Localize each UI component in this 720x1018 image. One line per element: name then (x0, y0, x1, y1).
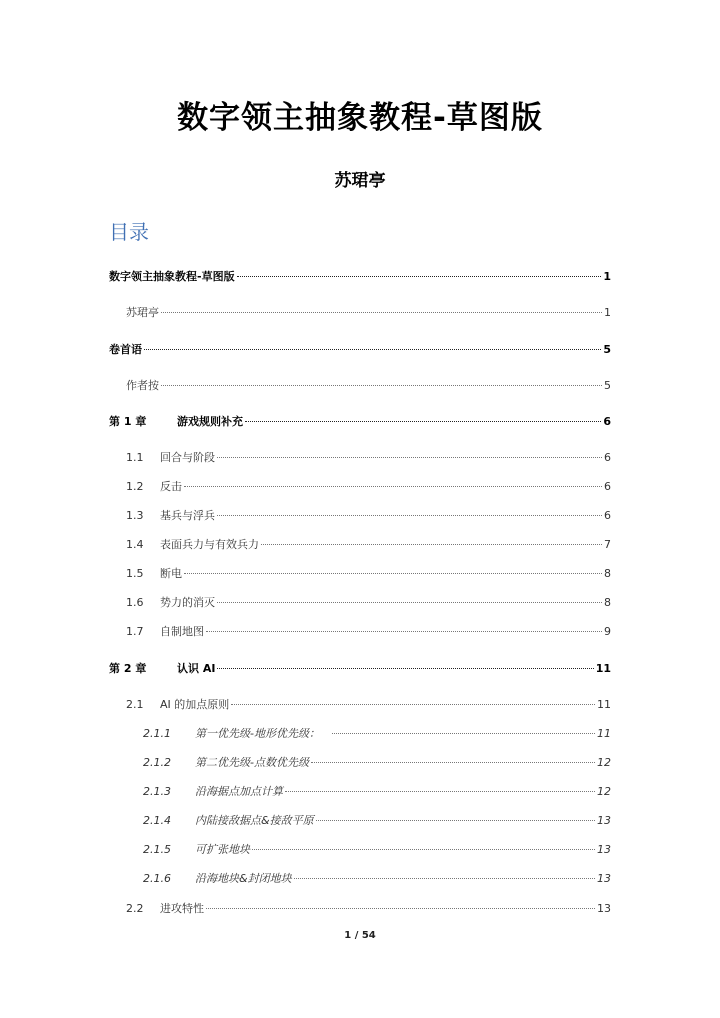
toc-entry-label: 沿海地块&封闭地块 (195, 872, 292, 885)
toc-entry[interactable] (143, 841, 611, 857)
toc-leader-dots (252, 849, 595, 850)
toc-entry-page: 13 (597, 843, 611, 856)
toc-entry[interactable] (126, 900, 611, 916)
toc-entry[interactable] (143, 870, 611, 886)
toc-leader-dots (184, 486, 602, 487)
toc-entry[interactable] (126, 507, 611, 523)
total-pages: 54 (361, 930, 376, 941)
current-page: 1 (344, 930, 352, 941)
toc-entry-page: 5 (603, 343, 611, 356)
toc-leader-dots (311, 762, 595, 763)
author-name: 苏珺亭 (334, 171, 386, 191)
toc-entry-page: 6 (604, 480, 611, 493)
toc-leader-dots (161, 312, 602, 313)
toc-entry-label: AI 的加点原则 (160, 698, 230, 711)
toc-entry-label: 第一优先级-地形优先级： (195, 727, 320, 740)
toc-entry-page: 12 (597, 785, 611, 798)
toc-entry-page: 5 (604, 379, 611, 392)
toc-entry-label: 势力的消灭 (160, 596, 215, 609)
toc-leader-dots (206, 908, 595, 909)
toc-entry-page: 6 (603, 415, 611, 428)
toc-entry[interactable] (126, 565, 611, 581)
toc-entry-number: 2.1.6 (143, 872, 171, 885)
toc-entry-label: 第二优先级-点数优先级 (195, 756, 309, 769)
toc-entry-label: 游戏规则补充 (177, 415, 243, 428)
toc-entry[interactable] (126, 304, 611, 320)
toc-entry-label: 内陆接敌据点&接敌平原 (195, 814, 314, 827)
toc-entry-page: 13 (597, 814, 611, 827)
toc-entry[interactable] (126, 478, 611, 494)
toc-entry[interactable] (143, 783, 611, 799)
toc-entry-label: 自制地图 (160, 625, 204, 638)
page-number-footer (0, 930, 720, 941)
toc-leader-dots (294, 878, 595, 879)
toc-entry[interactable] (126, 449, 611, 465)
toc-entry-label: 认识 AI (177, 662, 216, 675)
toc-entry-page: 1 (604, 306, 611, 319)
toc-entry[interactable] (143, 725, 611, 741)
toc-entry-number: 1.4 (126, 538, 144, 551)
toc-entry-number: 1.6 (126, 596, 144, 609)
toc-entry-page: 8 (604, 596, 611, 609)
toc-entry-number: 1.2 (126, 480, 144, 493)
toc-leader-dots (217, 602, 602, 603)
toc-leader-dots (231, 704, 595, 705)
toc-entry[interactable] (143, 812, 611, 828)
toc-entry-page: 11 (597, 698, 611, 711)
toc-entry[interactable] (109, 660, 611, 676)
toc-entry-page: 6 (604, 451, 611, 464)
toc-entry-number: 1.1 (126, 451, 144, 464)
toc-entry-label: 数字领主抽象教程-草图版 (109, 270, 235, 283)
toc-entry[interactable] (126, 623, 611, 639)
toc-leader-dots (285, 791, 595, 792)
toc-leader-dots (161, 385, 602, 386)
toc-entry-page: 12 (597, 756, 611, 769)
toc-leader-dots (332, 733, 595, 734)
toc-entry-label: 沿海据点加点计算 (195, 785, 283, 798)
toc-entry-page: 8 (604, 567, 611, 580)
toc-entry-number: 第 1 章 (109, 415, 147, 428)
toc-entry-label: 回合与阶段 (160, 451, 215, 464)
toc-entry-label: 表面兵力与有效兵力 (160, 538, 259, 551)
toc-entry[interactable] (126, 696, 611, 712)
toc-leader-dots (184, 573, 602, 574)
toc-leader-dots (237, 276, 602, 277)
page-title: 数字领主抽象教程-草图版 (177, 100, 543, 136)
toc-entry-page: 1 (603, 270, 611, 283)
toc-entry[interactable] (109, 413, 611, 429)
toc-leader-dots (217, 668, 593, 669)
toc-entry-page: 9 (604, 625, 611, 638)
toc-entry-label: 断电 (160, 567, 182, 580)
toc-leader-dots (316, 820, 595, 821)
toc-entry-number: 1.3 (126, 509, 144, 522)
toc-entry-label: 苏珺亭 (126, 306, 159, 319)
toc-entry-number: 2.1.1 (143, 727, 171, 740)
toc-entry-label: 基兵与浮兵 (160, 509, 215, 522)
toc-leader-dots (206, 631, 602, 632)
toc-entry[interactable] (126, 536, 611, 552)
toc-entry-number: 2.1.4 (143, 814, 171, 827)
toc-entry-label: 卷首语 (109, 343, 142, 356)
toc-leader-dots (144, 349, 601, 350)
toc-entry-number: 第 2 章 (109, 662, 147, 675)
toc-entry[interactable] (143, 754, 611, 770)
toc-entry-number: 2.2 (126, 902, 144, 915)
toc-entry-page: 11 (595, 662, 611, 675)
toc-entry-page: 13 (597, 902, 611, 915)
page-separator: / (354, 930, 359, 941)
toc-entry-label: 反击 (160, 480, 182, 493)
toc-entry[interactable] (126, 377, 611, 393)
toc-entry-number: 2.1 (126, 698, 144, 711)
toc-heading: 目录 (109, 220, 149, 244)
toc-leader-dots (217, 457, 602, 458)
toc-entry[interactable] (126, 594, 611, 610)
toc-entry-number: 2.1.5 (143, 843, 171, 856)
toc-entry-number: 1.5 (126, 567, 144, 580)
toc-entry-page: 11 (597, 727, 611, 740)
toc-entry-label: 可扩张地块 (195, 843, 250, 856)
toc-entry-label: 进攻特性 (160, 902, 204, 915)
toc-entry-number: 2.1.2 (143, 756, 171, 769)
toc-entry-number: 2.1.3 (143, 785, 171, 798)
toc-leader-dots (217, 515, 602, 516)
toc-leader-dots (245, 421, 601, 422)
toc-entry[interactable] (109, 341, 611, 357)
toc-entry-number: 1.7 (126, 625, 144, 638)
toc-leader-dots (261, 544, 602, 545)
toc-entry[interactable] (109, 268, 611, 284)
toc-entry-page: 7 (604, 538, 611, 551)
toc-entry-label: 作者按 (126, 379, 159, 392)
toc-entry-page: 6 (604, 509, 611, 522)
toc-entry-page: 13 (597, 872, 611, 885)
